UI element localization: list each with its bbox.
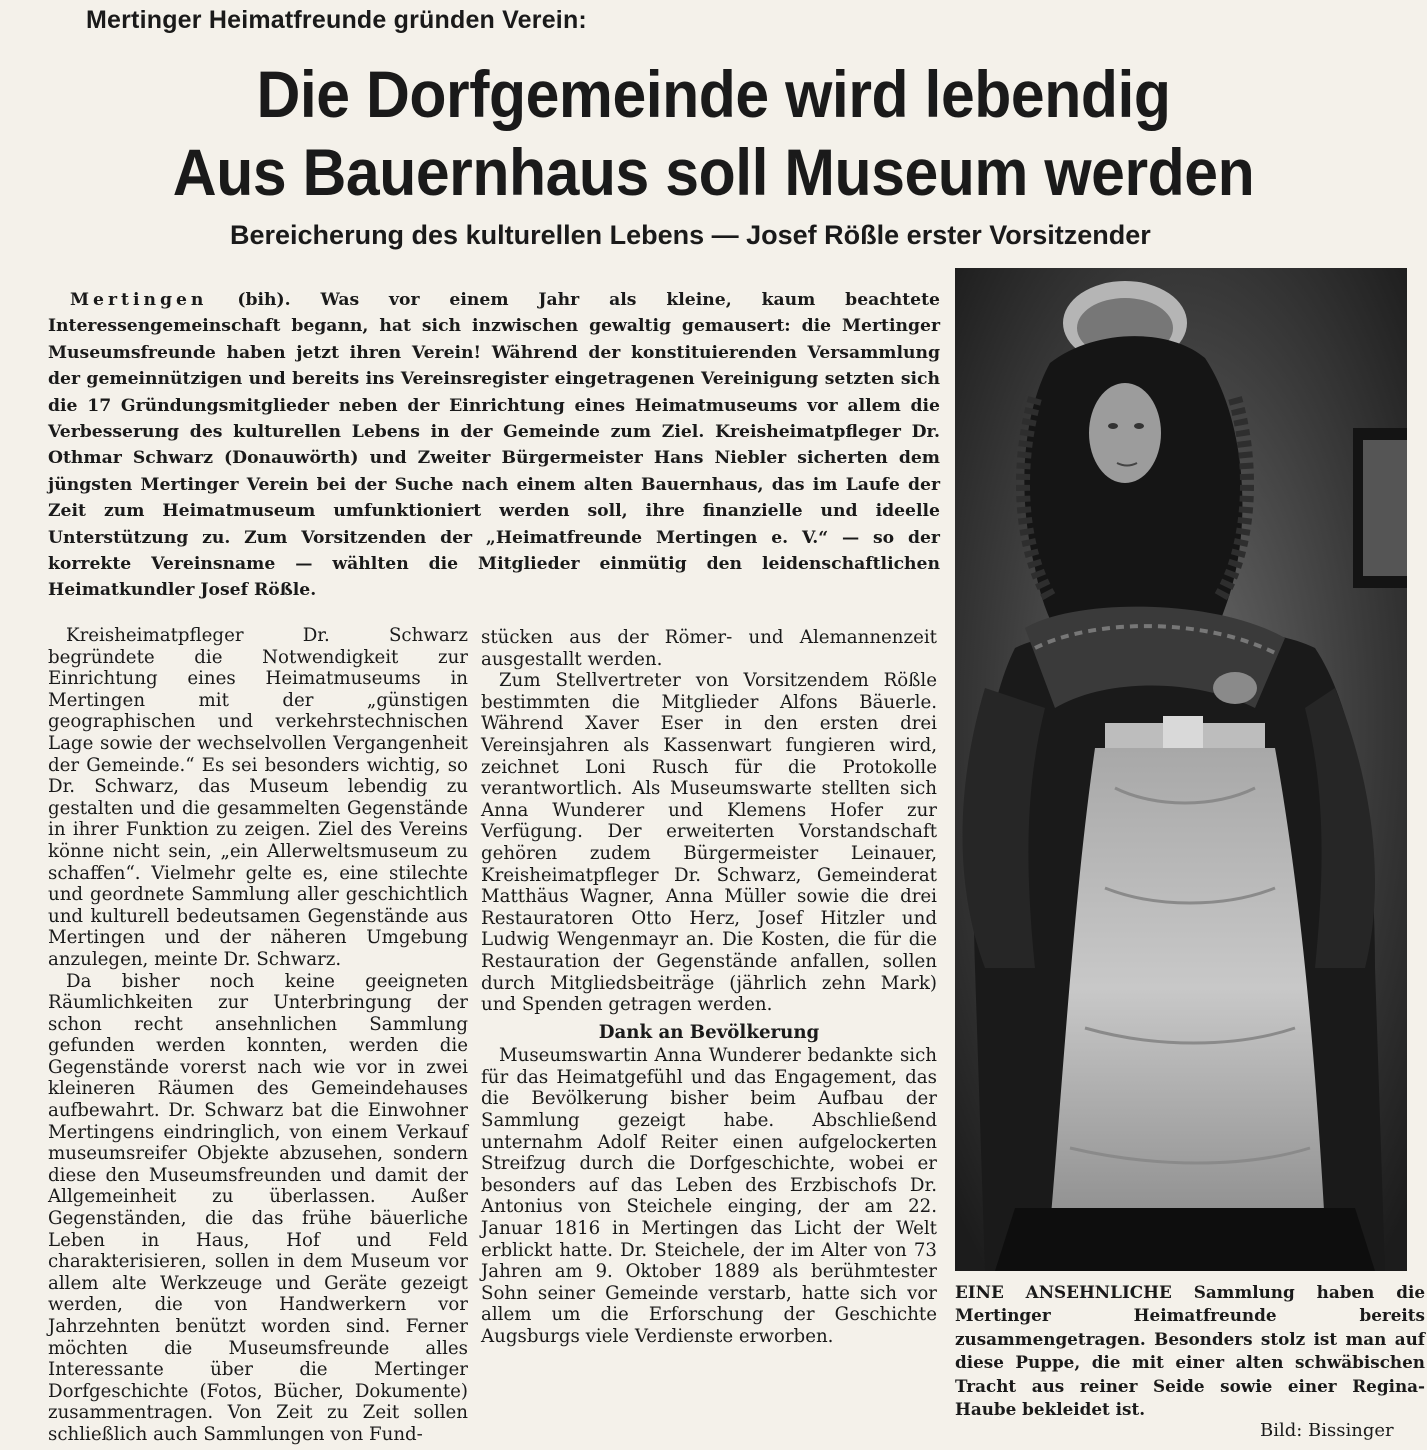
- body-paragraph: Zum Stellvertreter von Vorsitzendem Rößle bestimmten die Mitglieder Alfons Bäuerle. Während Xaver Eser in den ersten drei Vereinsjahren als Kassenwart fungieren wird, zeichnet Loni Rusch für die Protokolle verantwortlich. Als Museumswarte stellten sich Anna Wunderer und Klemens Hofer zur Verfügung. Der erweiterten Vorstandschaft gehören zudem Bürgermeister Leinauer, Kreisheimatpfleger Dr. Schwarz, Gemeinderat Matthäus Wagner, Anna Müller sowie die drei Restauratoren Otto Herz, Josef Hitzler und Ludwig Wengenmayr an. Die Kosten, die für die Restauration der Gegenstände anfallen, sollen durch Mitgliedsbeiträge (jährlich zehn Mark) und Spenden getragen werden.: [481, 670, 937, 1016]
- doll-in-traditional-costume-photo: [955, 268, 1407, 1271]
- lead-paragraph: [48, 287, 940, 604]
- body-paragraph: stücken aus der Römer- und Alemannenzeit ausgestallt werden.: [481, 627, 937, 670]
- photo-caption: EINE ANSEHNLICHE Sammlung haben die Mertinger Heimatfreunde bereits zusammengetragen. Besonders stolz ist man auf diese Puppe, die mit einer alten schwäbischen Tracht aus reiner Seide sowie einer Regina-Haube bekleidet ist.: [955, 1282, 1425, 1420]
- subheadline: Bereicherung des kulturellen Lebens — Josef Rößle erster Vorsitzender: [230, 220, 1151, 250]
- body-paragraph: Kreisheimatpfleger Dr. Schwarz begründete die Notwendigkeit zur Einrichtung eines Heimatmuseums in Mertingen mit der „günstigen geographischen und verkehrstechnischen Lage sowie der wechselvollen Vergangenheit der Gemeinde.“ Es sei besonders wichtig, so Dr. Schwarz, das Museum lebendig zu gestalten und die gesammelten Gegenstände in ihrer Funktion zu zeigen. Ziel des Vereins könne nicht sein, „ein Allerweltsmuseum zu schaffen“. Vielmehr gelte es, eine stilechte und geordnete Sammlung aller geschichtlich und kulturell bedeutsamen Gegenstände aus Mertingen und der näheren Umgebung anzulegen, meinte Dr. Schwarz.: [48, 625, 468, 970]
- headline-line-2: Aus Bauernhaus soll Museum werden: [172, 135, 1255, 209]
- lead-text: (bih). Was vor einem Jahr als kleine, kaum beachtete Interessengemeinschaft begann, hat sich inzwischen gewaltig gemausert: die Mertinger Museumsfreunde haben jetzt ihren Verein! Während der konstituierenden Versammlung der gemeinnützigen und bereits ins Vereinsregister eingetragenen Vereinigung setzten sich die 17 Gründungsmitglieder neben der Einrichtung eines Heimatmuseums vor allem die Verbesserung des kulturellen Lebens in der Gemeinde zum Ziel. Kreisheimatpfleger Dr. Othmar Schwarz (Donauwörth) und Zweiter Bürgermeister Hans Niebler sicherten dem jüngsten Mertinger Verein bei der Suche nach einem alten Bauernhaus, das im Laufe der Zeit zum Heimatmuseum umfunktioniert werden soll, ihre finanzielle und ideelle Unterstützung zu. Zum Vorsitzenden der „Heimatfreunde Mertingen e. V.“ — so der korrekte Vereinsname — wählten die Mitglieder einmütig den leidenschaftlichen Heimatkundler Josef Rößle.: [48, 290, 940, 601]
- lead-dateline: Mertingen: [70, 290, 208, 310]
- headline-line-1: Die Dorfgemeinde wird lebendig: [256, 57, 1171, 131]
- kicker: Mertinger Heimatfreunde gründen Verein:: [86, 6, 587, 34]
- doll-photo: [955, 268, 1407, 1271]
- body-paragraph: Da bisher noch keine geeigneten Räumlichkeiten zur Unterbringung der schon recht ansehnlichen Sammlung gefunden werden konnten, werden die Gegenstände vorerst nach wie vor in zwei kleineren Räumen des Gemeindehauses aufbewahrt. Dr. Schwarz bat die Einwohner Mertingens eindringlich, von einem Verkauf museumsreifer Objekte abzusehen, sondern diese den Museumsfreunden und damit der Allgemeinheit zu überlassen. Außer Gegenständen, die das frühe bäuerliche Leben in Haus, Hof und Feld charakterisieren, sollen in dem Museum vor allem alte Werkzeuge und Geräte gezeigt werden, die von Handwerkern vor Jahrzehnten benützt worden sind. Ferner möchten die Museumsfreunde alles Interessante über die Mertinger Dorfgeschichte (Fotos, Bücher, Dokumente) zusammentragen. Von Zeit zu Zeit sollen schließlich auch Sammlungen von Fund-: [48, 970, 468, 1445]
- section-heading: Dank an Bevölkerung: [598, 1021, 820, 1043]
- body-column-2: [481, 627, 937, 1348]
- photo-credit: Bild: Bissinger: [1260, 1420, 1394, 1441]
- body-paragraph: Museumswartin Anna Wunderer bedankte sich für das Heimatgefühl und das Engagement, das die Bevölkerung bisher beim Aufbau der Sammlung gezeigt habe. Abschließend unternahm Adolf Reiter einen aufgelockerten Streifzug durch die Dorfgeschichte, wobei er besonders auf das Leben des Erzbischofs Dr. Antonius von Steichele einging, der am 22. Januar 1816 in Mertingen das Licht der Welt erblickt hatte. Dr. Steichele, der im Alter von 73 Jahren am 9. Oktober 1889 als berühmtester Sohn seiner Gemeinde verstarb, hatte sich vor allem um die Erforschung der Geschichte Augsburgs viele Verdienste erworben.: [481, 1045, 937, 1347]
- body-column-1: [48, 625, 468, 1446]
